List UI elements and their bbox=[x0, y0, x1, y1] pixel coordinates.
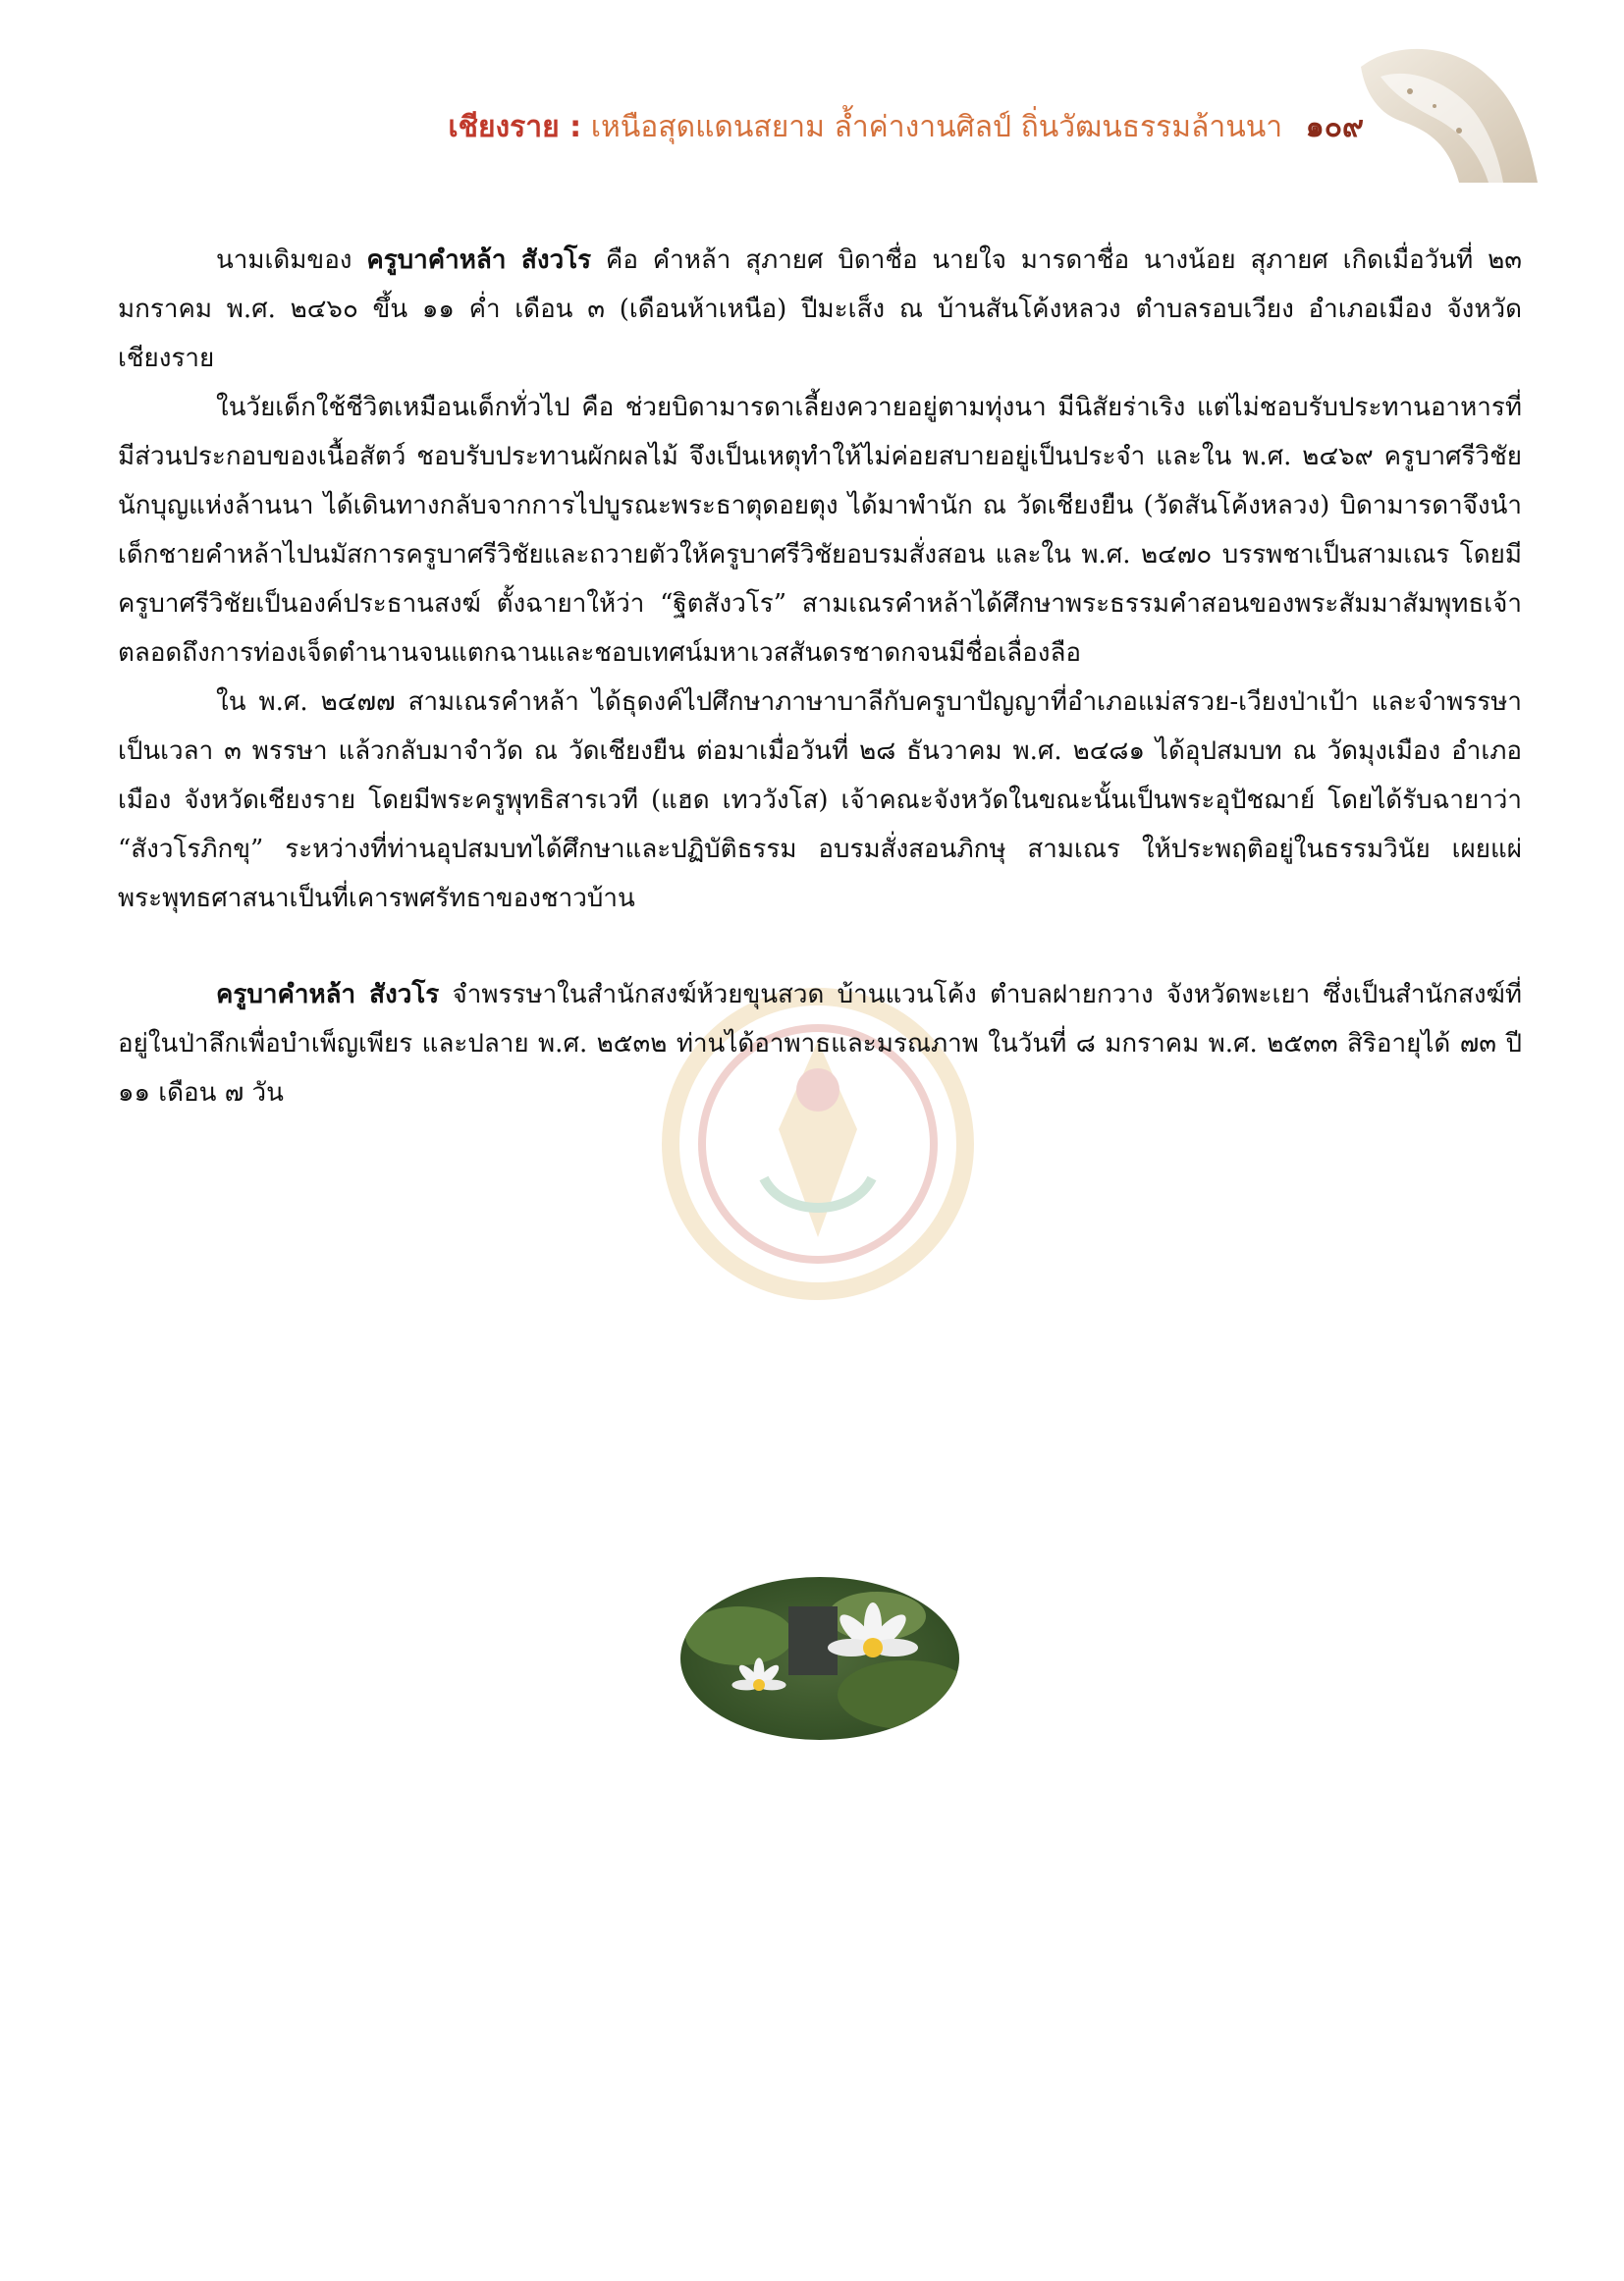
paragraph-1 bbox=[118, 236, 1522, 383]
body-text bbox=[118, 236, 1522, 1117]
paragraph-1-text: คือ คำหล้า สุภายศ บิดาชื่อ นายใจ มารดาชื่อ นางน้อย สุภายศ เกิดเมื่อวันที่ ๒๓ มกราคม พ.ศ. ๒๔๖๐ ขึ้น ๑๑ ค่ำ เดือน ๓ (เดือนห้าเหนือ) ปีมะเส็ง ณ บ้านสันโค้งหลวง ตำบลรอบเวียง อำเภอเมือง จังหวัดเชียงราย bbox=[118, 245, 1522, 373]
header-chiang-rai: เชียงราย : bbox=[448, 110, 582, 144]
page-header bbox=[448, 108, 1364, 147]
paragraph-4-bold: ครูบาคำหล้า สังวโร bbox=[216, 980, 440, 1009]
corner-decoration-icon bbox=[1341, 37, 1538, 183]
paragraph-1-lead: นามเดิมของ bbox=[216, 245, 367, 275]
page-number: ๑๐๙ bbox=[1305, 110, 1364, 144]
header-subtitle: เหนือสุดแดนสยาม ล้ำค่างานศิลป์ ถิ่นวัฒนธรรมล้านนา bbox=[590, 110, 1283, 144]
paragraph-2-text: ในวัยเด็กใช้ชีวิตเหมือนเด็กทั่วไป คือ ช่วยบิดามารดาเลี้ยงควายอยู่ตามทุ่งนา มีนิสัยร่าเริง แต่ไม่ชอบรับประทานอาหารที่มีส่วนประกอบของเนื้อสัตว์ ชอบรับประทานผักผลไม้ จึงเป็นเหตุทำให้ไม่ค่อยสบายอยู่เป็นประจำ และใน พ.ศ. ๒๔๖๙ ครูบาศรีวิชัยนักบุญแห่งล้านนา ได้เดินทางกลับจากการไปบูรณะพระธาตุดอยตุง ได้มาพำนัก ณ วัดเชียงยืน (วัดสันโค้งหลวง) บิดามารดาจึงนำเด็กชายคำหล้าไปนมัสการครูบาศรีวิชัยและถวายตัวให้ครูบาศรีวิชัยอบรมสั่งสอน และใน พ.ศ. ๒๔๗๐ บรรพชาเป็นสามเณร โดยมีครูบาศรีวิชัยเป็นองค์ประธานสงฆ์ ตั้งฉายาให้ว่า “ฐิตสังวโร” สามเณรคำหล้าได้ศึกษาพระธรรมคำสอนของพระสัมมาสัมพุทธเจ้า ตลอดถึงการท่องเจ็ดตำนานจนแตกฉานและชอบเทศน์มหาเวสสันดรชาดกจนมีชื่อเลื่องลือ bbox=[118, 393, 1522, 668]
paragraph-4-text: จำพรรษาในสำนักสงฆ์ห้วยขุนสวด บ้านแวนโค้ง ตำบลฝายกวาง จังหวัดพะเยา ซึ่งเป็นสำนักสงฆ์ที่อยู่ในป่าลึกเพื่อบำเพ็ญเพียร และปลาย พ.ศ. ๒๕๓๒ ท่านได้อาพาธและมรณภาพ ในวันที่ ๘ มกราคม พ.ศ. ๒๕๓๓ สิริอายุได้ ๗๓ ปี ๑๑ เดือน ๗ วัน bbox=[118, 980, 1522, 1108]
paragraph-4 bbox=[118, 970, 1522, 1117]
paragraph-3-text: ใน พ.ศ. ๒๔๗๗ สามเณรคำหล้า ได้ธุดงค์ไปศึกษาภาษาบาลีกับครูบาปัญญาที่อำเภอแม่สรวย-เวียงป่าเป้า และจำพรรษาเป็นเวลา ๓ พรรษา แล้วกลับมาจำวัด ณ วัดเชียงยืน ต่อมาเมื่อวันที่ ๒๘ ธันวาคม พ.ศ. ๒๔๘๑ ได้อุปสมบท ณ วัดมุงเมือง อำเภอเมือง จังหวัดเชียงราย โดยมีพระครูพุทธิสารเวที (แฮด เทววังโส) เจ้าคณะจังหวัดในขณะนั้นเป็นพระอุปัชฌาย์ โดยได้รับฉายาว่า “สังวโรภิกขุ” ระหว่างที่ท่านอุปสมบทได้ศึกษาและปฏิบัติธรรม อบรมสั่งสอนภิกษุ สามเณร ให้ประพฤติอยู่ในธรรมวินัย เผยแผ่พระพุทธศาสนาเป็นที่เคารพศรัทธาของชาวบ้าน bbox=[118, 687, 1522, 913]
paragraph-3 bbox=[118, 678, 1522, 923]
lotus-photo-icon bbox=[680, 1577, 959, 1740]
paragraph-1-bold: ครูบาคำหล้า สังวโร bbox=[366, 245, 592, 275]
paragraph-2 bbox=[118, 383, 1522, 678]
